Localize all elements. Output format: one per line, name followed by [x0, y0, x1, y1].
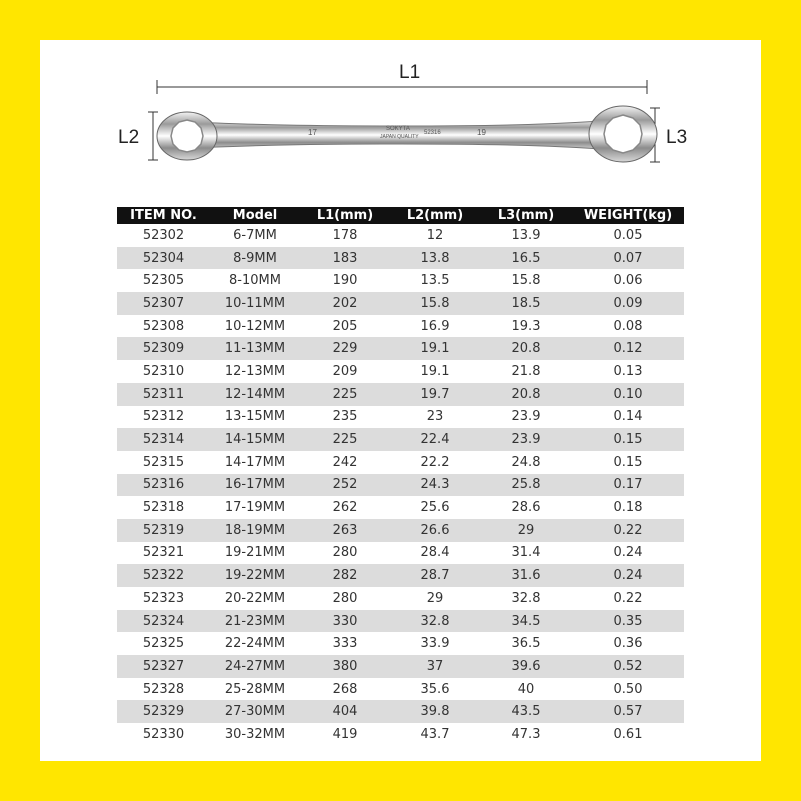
- cell-l2: 22.2: [390, 451, 480, 474]
- cell-weight: 0.13: [572, 360, 684, 383]
- cell-l2: 37: [390, 655, 480, 678]
- cell-item-no: 52307: [117, 292, 210, 315]
- cell-l3: 23.9: [480, 406, 572, 429]
- cell-l1: 268: [300, 678, 390, 701]
- cell-weight: 0.22: [572, 587, 684, 610]
- cell-weight: 0.15: [572, 428, 684, 451]
- cell-l3: 24.8: [480, 451, 572, 474]
- cell-item-no: 52321: [117, 542, 210, 565]
- table-row: [117, 428, 684, 451]
- cell-l3: 21.8: [480, 360, 572, 383]
- cell-l2: 24.3: [390, 474, 480, 497]
- table-row: [117, 564, 684, 587]
- cell-item-no: 52304: [117, 247, 210, 270]
- table-body: [117, 224, 684, 746]
- cell-l2: 15.8: [390, 292, 480, 315]
- cell-l3: 43.5: [480, 700, 572, 723]
- table-row: [117, 474, 684, 497]
- cell-l1: 419: [300, 723, 390, 746]
- cell-model: 24-27MM: [210, 655, 300, 678]
- table-row: [117, 542, 684, 565]
- cell-weight: 0.10: [572, 383, 684, 406]
- cell-l3: 36.5: [480, 632, 572, 655]
- cell-l2: 25.6: [390, 496, 480, 519]
- cell-item-no: 52330: [117, 723, 210, 746]
- table-row: [117, 224, 684, 247]
- cell-model: 16-17MM: [210, 474, 300, 497]
- cell-item-no: 52312: [117, 406, 210, 429]
- cell-l1: 280: [300, 542, 390, 565]
- cell-item-no: 52319: [117, 519, 210, 542]
- table-row: [117, 315, 684, 338]
- cell-l1: 282: [300, 564, 390, 587]
- table-row: [117, 406, 684, 429]
- cell-item-no: 52314: [117, 428, 210, 451]
- cell-l2: 23: [390, 406, 480, 429]
- cell-l1: 404: [300, 700, 390, 723]
- cell-l1: 225: [300, 428, 390, 451]
- table-row: [117, 723, 684, 746]
- table-row: [117, 587, 684, 610]
- table-row: [117, 655, 684, 678]
- table-header-row: [117, 207, 684, 224]
- cell-weight: 0.08: [572, 315, 684, 338]
- cell-l2: 19.1: [390, 360, 480, 383]
- cell-weight: 0.12: [572, 337, 684, 360]
- cell-item-no: 52315: [117, 451, 210, 474]
- cell-l1: 202: [300, 292, 390, 315]
- cell-l3: 20.8: [480, 383, 572, 406]
- cell-l3: 31.4: [480, 542, 572, 565]
- cell-item-no: 52328: [117, 678, 210, 701]
- cell-l1: 190: [300, 269, 390, 292]
- header-model: Model: [210, 207, 300, 224]
- header-item-no: ITEM NO.: [117, 207, 210, 224]
- cell-model: 10-12MM: [210, 315, 300, 338]
- cell-weight: 0.61: [572, 723, 684, 746]
- wrench-code: 52316: [424, 130, 441, 136]
- cell-l1: 263: [300, 519, 390, 542]
- cell-l2: 16.9: [390, 315, 480, 338]
- cell-l3: 39.6: [480, 655, 572, 678]
- cell-l2: 29: [390, 587, 480, 610]
- cell-l3: 15.8: [480, 269, 572, 292]
- table-row: [117, 292, 684, 315]
- cell-item-no: 52305: [117, 269, 210, 292]
- cell-weight: 0.35: [572, 610, 684, 633]
- cell-item-no: 52329: [117, 700, 210, 723]
- cell-model: 6-7MM: [210, 224, 300, 247]
- cell-weight: 0.22: [572, 519, 684, 542]
- wrench-sub: JAPAN QUALITY: [380, 134, 419, 140]
- cell-item-no: 52308: [117, 315, 210, 338]
- cell-l1: 252: [300, 474, 390, 497]
- cell-weight: 0.36: [572, 632, 684, 655]
- cell-l3: 40: [480, 678, 572, 701]
- cell-model: 13-15MM: [210, 406, 300, 429]
- cell-l2: 33.9: [390, 632, 480, 655]
- cell-weight: 0.15: [572, 451, 684, 474]
- table-row: [117, 360, 684, 383]
- cell-weight: 0.17: [572, 474, 684, 497]
- cell-model: 19-22MM: [210, 564, 300, 587]
- cell-item-no: 52323: [117, 587, 210, 610]
- cell-l1: 235: [300, 406, 390, 429]
- cell-item-no: 52302: [117, 224, 210, 247]
- dimension-l2-label: L2: [118, 127, 140, 148]
- cell-weight: 0.05: [572, 224, 684, 247]
- cell-l1: 333: [300, 632, 390, 655]
- cell-model: 30-32MM: [210, 723, 300, 746]
- table-row: [117, 700, 684, 723]
- cell-l2: 28.4: [390, 542, 480, 565]
- cell-weight: 0.24: [572, 542, 684, 565]
- wrench-diagram: [40, 40, 761, 190]
- cell-l3: 32.8: [480, 587, 572, 610]
- cell-model: 14-15MM: [210, 428, 300, 451]
- cell-weight: 0.57: [572, 700, 684, 723]
- cell-l2: 35.6: [390, 678, 480, 701]
- cell-l3: 16.5: [480, 247, 572, 270]
- cell-l2: 12: [390, 224, 480, 247]
- cell-l2: 28.7: [390, 564, 480, 587]
- cell-model: 12-13MM: [210, 360, 300, 383]
- cell-weight: 0.09: [572, 292, 684, 315]
- cell-model: 12-14MM: [210, 383, 300, 406]
- cell-l2: 13.5: [390, 269, 480, 292]
- cell-weight: 0.52: [572, 655, 684, 678]
- cell-item-no: 52324: [117, 610, 210, 633]
- spec-table: [117, 207, 684, 746]
- cell-l1: 183: [300, 247, 390, 270]
- cell-l3: 23.9: [480, 428, 572, 451]
- cell-l1: 242: [300, 451, 390, 474]
- table-row: [117, 337, 684, 360]
- cell-l1: 330: [300, 610, 390, 633]
- cell-l3: 47.3: [480, 723, 572, 746]
- cell-model: 19-21MM: [210, 542, 300, 565]
- cell-weight: 0.14: [572, 406, 684, 429]
- cell-l3: 25.8: [480, 474, 572, 497]
- table-row: [117, 632, 684, 655]
- table-row: [117, 496, 684, 519]
- cell-l1: 209: [300, 360, 390, 383]
- cell-l2: 13.8: [390, 247, 480, 270]
- cell-item-no: 52316: [117, 474, 210, 497]
- cell-model: 25-28MM: [210, 678, 300, 701]
- spec-card: [40, 40, 761, 761]
- wrench-marking-left: 17: [308, 128, 317, 137]
- cell-item-no: 52327: [117, 655, 210, 678]
- cell-l1: 280: [300, 587, 390, 610]
- cell-model: 17-19MM: [210, 496, 300, 519]
- cell-weight: 0.07: [572, 247, 684, 270]
- table-row: [117, 451, 684, 474]
- cell-model: 14-17MM: [210, 451, 300, 474]
- cell-l3: 19.3: [480, 315, 572, 338]
- cell-l3: 28.6: [480, 496, 572, 519]
- cell-l1: 262: [300, 496, 390, 519]
- cell-model: 8-10MM: [210, 269, 300, 292]
- header-l3: L3(mm): [480, 207, 572, 224]
- dimension-l1-label: L1: [399, 62, 421, 83]
- cell-l3: 29: [480, 519, 572, 542]
- cell-weight: 0.18: [572, 496, 684, 519]
- cell-l3: 18.5: [480, 292, 572, 315]
- cell-model: 22-24MM: [210, 632, 300, 655]
- cell-model: 10-11MM: [210, 292, 300, 315]
- table-row: [117, 678, 684, 701]
- header-weight: WEIGHT(kg): [572, 207, 684, 224]
- cell-l1: 178: [300, 224, 390, 247]
- cell-l2: 26.6: [390, 519, 480, 542]
- cell-item-no: 52318: [117, 496, 210, 519]
- table-row: [117, 269, 684, 292]
- cell-item-no: 52310: [117, 360, 210, 383]
- cell-l2: 19.1: [390, 337, 480, 360]
- cell-weight: 0.06: [572, 269, 684, 292]
- cell-l2: 39.8: [390, 700, 480, 723]
- wrench-brand: SOKYTA: [386, 126, 410, 132]
- cell-l1: 205: [300, 315, 390, 338]
- cell-item-no: 52322: [117, 564, 210, 587]
- cell-model: 27-30MM: [210, 700, 300, 723]
- cell-l1: 225: [300, 383, 390, 406]
- cell-model: 8-9MM: [210, 247, 300, 270]
- cell-l2: 32.8: [390, 610, 480, 633]
- cell-l2: 22.4: [390, 428, 480, 451]
- cell-l3: 34.5: [480, 610, 572, 633]
- cell-l1: 229: [300, 337, 390, 360]
- cell-item-no: 52309: [117, 337, 210, 360]
- cell-model: 11-13MM: [210, 337, 300, 360]
- cell-l3: 20.8: [480, 337, 572, 360]
- cell-weight: 0.24: [572, 564, 684, 587]
- wrench-marking-right: 19: [477, 128, 486, 137]
- cell-item-no: 52325: [117, 632, 210, 655]
- dimension-l3-label: L3: [666, 127, 688, 148]
- cell-weight: 0.50: [572, 678, 684, 701]
- cell-l2: 43.7: [390, 723, 480, 746]
- cell-item-no: 52311: [117, 383, 210, 406]
- table-row: [117, 247, 684, 270]
- header-l1: L1(mm): [300, 207, 390, 224]
- table-row: [117, 610, 684, 633]
- cell-l3: 13.9: [480, 224, 572, 247]
- cell-model: 18-19MM: [210, 519, 300, 542]
- cell-l1: 380: [300, 655, 390, 678]
- cell-model: 21-23MM: [210, 610, 300, 633]
- cell-l2: 19.7: [390, 383, 480, 406]
- cell-model: 20-22MM: [210, 587, 300, 610]
- table-row: [117, 383, 684, 406]
- table-row: [117, 519, 684, 542]
- cell-l3: 31.6: [480, 564, 572, 587]
- header-l2: L2(mm): [390, 207, 480, 224]
